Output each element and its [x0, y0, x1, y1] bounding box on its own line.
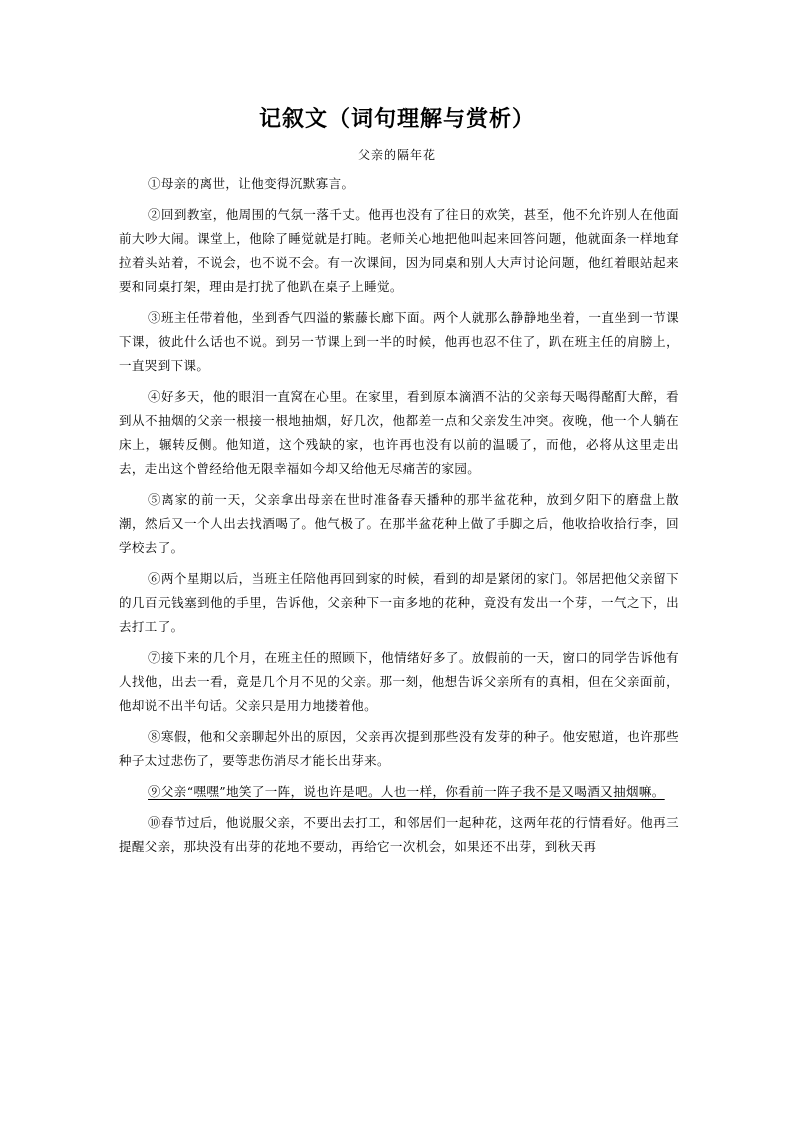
paragraph-9-underlined: ⑨父亲“嘿嘿”地笑了一阵，说也许是吧。人也一样，你看前一阵子我不是又喝酒又抽烟嘛。: [148, 784, 665, 799]
paragraph-10: ⑩春节过后，他说服父亲，不要出去打工，和邻居们一起种花，这两年花的行情看好。他再三提醒父亲，那块没有出芽的花地不要动，再给它一次机会，如果还不出芽，到秋天再: [119, 815, 679, 854]
paragraph-6: ⑥两个星期以后，当班主任陪他再回到家的时候，看到的却是紧闭的家门。邻居把他父亲留下的几百元钱塞到他的手里，告诉他，父亲种下一亩多地的花种，竟没有发出一个芽，一气之下，出去打工了。: [119, 571, 679, 634]
paragraph-2: ②回到教室，他周围的气氛一落千丈。他再也没有了往日的欢笑，甚至，他不允许别人在他面前大吵大闹。课堂上，他除了睡觉就是打盹。老师关心地把他叫起来回答问题，他就面条一样地耷拉着头站着，不说会，也不说不会。有一次课间，因为同桌和别人大声讨论问题，他红着眼站起来要和同桌打架，理由是打扰了他趴在桌子上睡觉。: [119, 207, 679, 294]
paragraph-5: ⑤离家的前一天，父亲拿出母亲在世时准备春天播种的那半盆花种，放到夕阳下的磨盘上散潮，然后又一个人出去找酒喝了。他气极了。在那半盆花种上做了手脚之后，他收拾收拾行李，回学校去了。: [119, 492, 679, 555]
story-title: 父亲的隔年花: [357, 148, 436, 162]
document-title: 记叙文（词句理解与赏析）: [258, 107, 535, 132]
paragraph-4: ④好多天，他的眼泪一直窝在心里。在家里，看到原本滴酒不沾的父亲每天喝得酩酊大醉，看到从不抽烟的父亲一根接一根地抽烟，好几次，他都差一点和父亲发生冲突。夜晚，他一个人躺在床上，辗转反侧。他知道，这个残缺的家，也许再也没有以前的温暖了，而他，必将从这里走出去，走出这个曾经给他无限幸福如今却又给他无尽痛苦的家园。: [119, 389, 679, 476]
article-body: [119, 172, 679, 866]
paragraph-1: ①母亲的离世，让他变得沉默寡言。: [148, 176, 355, 191]
paragraph-3: ③班主任带着他，坐到香气四溢的紫藤长廊下面。两个人就那么静静地坐着，一直坐到一节课下课，彼此什么话也不说。到另一节课上到一半的时候，他再也忍不住了，趴在班主任的肩膀上，一直哭到下课。: [119, 310, 679, 373]
paragraph-8: ⑧寒假，他和父亲聊起外出的原因，父亲再次提到那些没有发芽的种子。他安慰道，也许那些种子太过悲伤了，要等悲伤消尽才能长出芽来。: [119, 729, 679, 768]
paragraph-7: ⑦接下来的几个月，在班主任的照顾下，他情绪好多了。放假前的一天，窗口的同学告诉他有人找他，出去一看，竟是几个月不见的父亲。那一刻，他想告诉父亲所有的真相，但在父亲面前，他却说不出半句话。父亲只是用力地搂着他。: [119, 650, 679, 713]
